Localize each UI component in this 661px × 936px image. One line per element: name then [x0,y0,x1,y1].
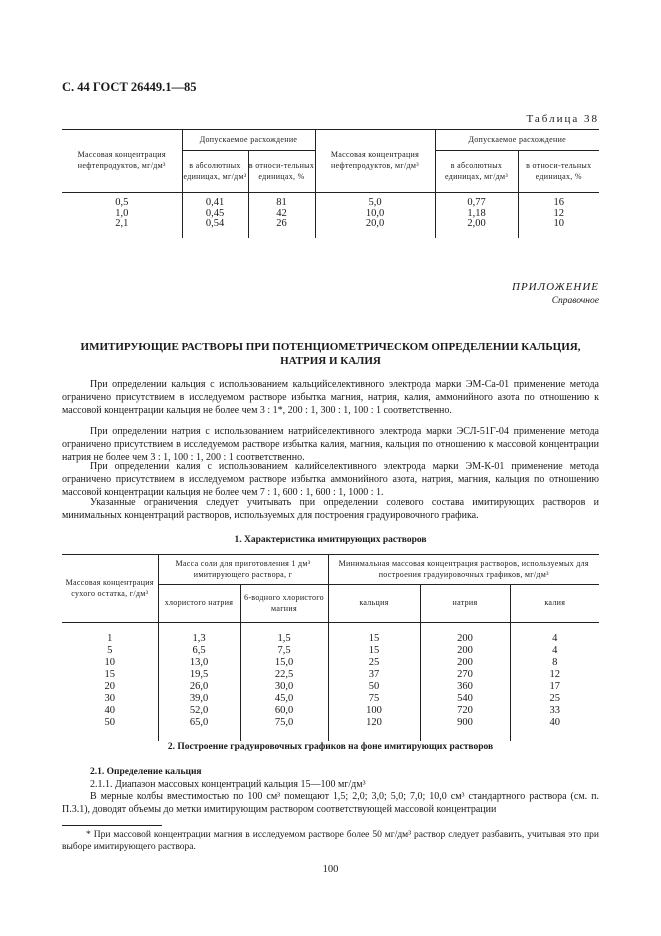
cell: 12 [553,207,564,219]
cell: 13,0 [189,657,209,669]
cell: 15 [368,645,380,657]
cell: 900 [457,717,473,729]
section-2-heading: 2. Построение градуировочных графиков на фоне имитирующих растворов [167,742,494,752]
cell: 22,5 [274,669,294,681]
cell: 15,0 [274,657,294,669]
col-abs-right: в абсолютных единицах, мг/дм³ [435,151,518,193]
cell: 75,0 [274,717,294,729]
cell: 81 [276,197,287,208]
footnote-divider [62,825,162,826]
cell: 1,3 [192,633,206,644]
cell: 60,0 [274,705,294,717]
cell: 33 [549,705,561,717]
cell: 4 [552,633,558,644]
cell: 15 [368,633,380,644]
col-salt-mass: Масса соли для приготовления 1 дм³ имитирующего раствора, г [158,555,328,585]
col-potassium: калия [510,585,599,623]
col-min-conc: Минимальная массовая концентрация растворов, используемых для построения градуировочных графиков, мг/дм³ [328,555,599,585]
cell: 50 [104,717,115,729]
cell: 120 [366,717,382,729]
cell: 40 [549,717,561,729]
cell: 2,00 [467,218,486,229]
cell: 6,5 [192,645,206,657]
footnote: * При массовой концентрации магния в исследуемом растворе более 50 мг/дм³ раствор следует разбавить, учитывая это при выборе имитирующего раствора. [62,830,599,853]
cell: 7,5 [277,645,291,657]
cell: 200 [457,657,473,669]
cell: 17 [549,681,561,693]
table-row [62,193,599,239]
col-rel-right: в относи-тельных единицах, % [518,151,599,193]
cell: 1 [107,633,113,644]
paragraph-2-1-1: 2.1.1. Диапазон массовых концентраций кальция 15—100 мг/дм³ [90,779,366,790]
col-allowed-left: Допускаемое расхождение [182,130,315,151]
paragraph-potassium: При определении калия с использованием калийселективного электрода марки ЭМ-К-01 применение метода ограничено присутствием в исследуемом растворе избытка аммонийного азота, натрия, магния, кальция по отношению массовой концентрации кальция не более чем 7 : 1, 600 : 1, 600 : 1, 1000 : 1. [62,461,599,498]
cell: 26,0 [189,681,209,693]
cell: 12 [549,669,561,681]
table-row [62,623,599,742]
cell: 52,0 [189,705,209,717]
cell: 0,41 [205,197,225,208]
cell: 30,0 [274,681,294,693]
table-caption: Таблица 38 [526,113,599,125]
cell: 10,0 [365,207,385,219]
cell: 200 [457,645,473,657]
appendix-label [512,281,599,306]
document-title: ИМИТИРУЮЩИЕ РАСТВОРЫ ПРИ ПОТЕНЦИОМЕТРИЧЕСКОМ ОПРЕДЕЛЕНИИ КАЛЬЦИЯ, НАТРИЯ И КАЛИЯ [80,341,581,368]
paragraph-2-1-1-body: В мерные колбы вместимостью по 100 см³ помещают 1,5; 2,0; 3,0; 5,0; 7,0; 10,0 см³ стандартного раствора (см. п. П.3.1), доводят объемы до метки имитирующим раствором соответствующей массовой концентрации [62,791,599,815]
cell: 1,5 [277,633,291,644]
col-conc-right: Массовая концентрация нефтепродуктов, мг/дм³ [315,130,435,193]
cell: 4 [552,645,558,657]
cell: 30 [104,693,115,705]
section-1-heading: 1. Характеристика имитирующих растворов [234,535,427,545]
cell: 40 [104,705,115,717]
cell: 1,0 [115,207,129,219]
cell: 5,0 [368,197,382,208]
cell: 720 [457,705,473,717]
cell: 200 [457,633,473,644]
cell: 42 [276,207,287,219]
cell: 0,77 [467,197,486,208]
cell: 2,1 [115,218,129,229]
paragraph-limits: Указанные ограничения следует учитывать при определении солевого состава имитирующих растворов и минимальных концентраций растворов, используемых для построения градуировочного графика. [62,497,599,521]
col-dry-residue: Массовая концентрация сухого остатка, г/дм³ [62,555,158,623]
col-abs-left: в абсолютных единицах, мг/дм³ [182,151,248,193]
cell: 0,45 [205,207,225,219]
cell: 540 [457,693,473,705]
cell: 10 [104,657,115,669]
cell: 20,0 [365,218,385,229]
cell: 25 [549,693,561,705]
table-imitating-solutions [62,554,599,741]
page-header: С. 44 ГОСТ 26449.1—85 [62,80,197,94]
paragraph-sodium: При определении натрия с использованием натрийселективного электрода марки ЭСЛ-51Г-04 применение метода ограничено присутствием в исследуемом растворе избытка калия, магния, кальция по отношению к массовой концентрации натрия не более чем 3 : 1, 100 : 1, 200 : 1 соответственно. [62,426,599,463]
cell: 25 [368,657,380,669]
table-38 [62,129,599,238]
cell: 39,0 [189,693,209,705]
col-allowed-right: Допускаемое расхождение [435,130,599,151]
col-mgcl: 6-водного хлористого магния [240,585,328,623]
cell: 75 [368,693,380,705]
appendix-subtitle: Справочное [551,296,599,306]
cell: 26 [276,218,287,229]
cell: 20 [104,681,115,693]
cell: 16 [553,197,564,208]
cell: 5 [107,645,113,657]
cell: 45,0 [274,693,294,705]
cell: 0,5 [115,197,129,208]
col-sodium: натрия [420,585,510,623]
cell: 65,0 [189,717,209,729]
cell: 15 [104,669,115,681]
subsection-2-1-heading: 2.1. Определение кальция [90,767,202,777]
col-calcium: кальция [328,585,420,623]
cell: 8 [552,657,558,669]
cell: 10 [553,218,564,229]
cell: 0,54 [205,218,225,229]
col-conc-left: Массовая концентрация нефтепродуктов, мг/дм³ [62,130,182,193]
col-rel-left: в относи-тельных единицах, % [248,151,315,193]
paragraph-calcium: При определении кальция с использованием кальцийселективного электрода марки ЭМ-Са-01 применение метода ограничено присутствием в исследуемом растворе избытка магния, натрия, калия, аммонийного азота по отношению к массовой концентрации кальция не более чем 3 : 1*, 200 : 1, 300 : 1, 100 : 1 соответственно. [62,379,599,416]
cell: 37 [368,669,380,681]
cell: 50 [368,681,380,693]
cell: 270 [457,669,473,681]
appendix-title: ПРИЛОЖЕНИЕ [512,281,599,293]
col-nacl: хлористого натрия [158,585,240,623]
page-number: 100 [322,864,339,875]
cell: 360 [457,681,473,693]
cell: 19,5 [189,669,209,681]
cell: 100 [366,705,382,717]
cell: 1,18 [467,207,486,219]
